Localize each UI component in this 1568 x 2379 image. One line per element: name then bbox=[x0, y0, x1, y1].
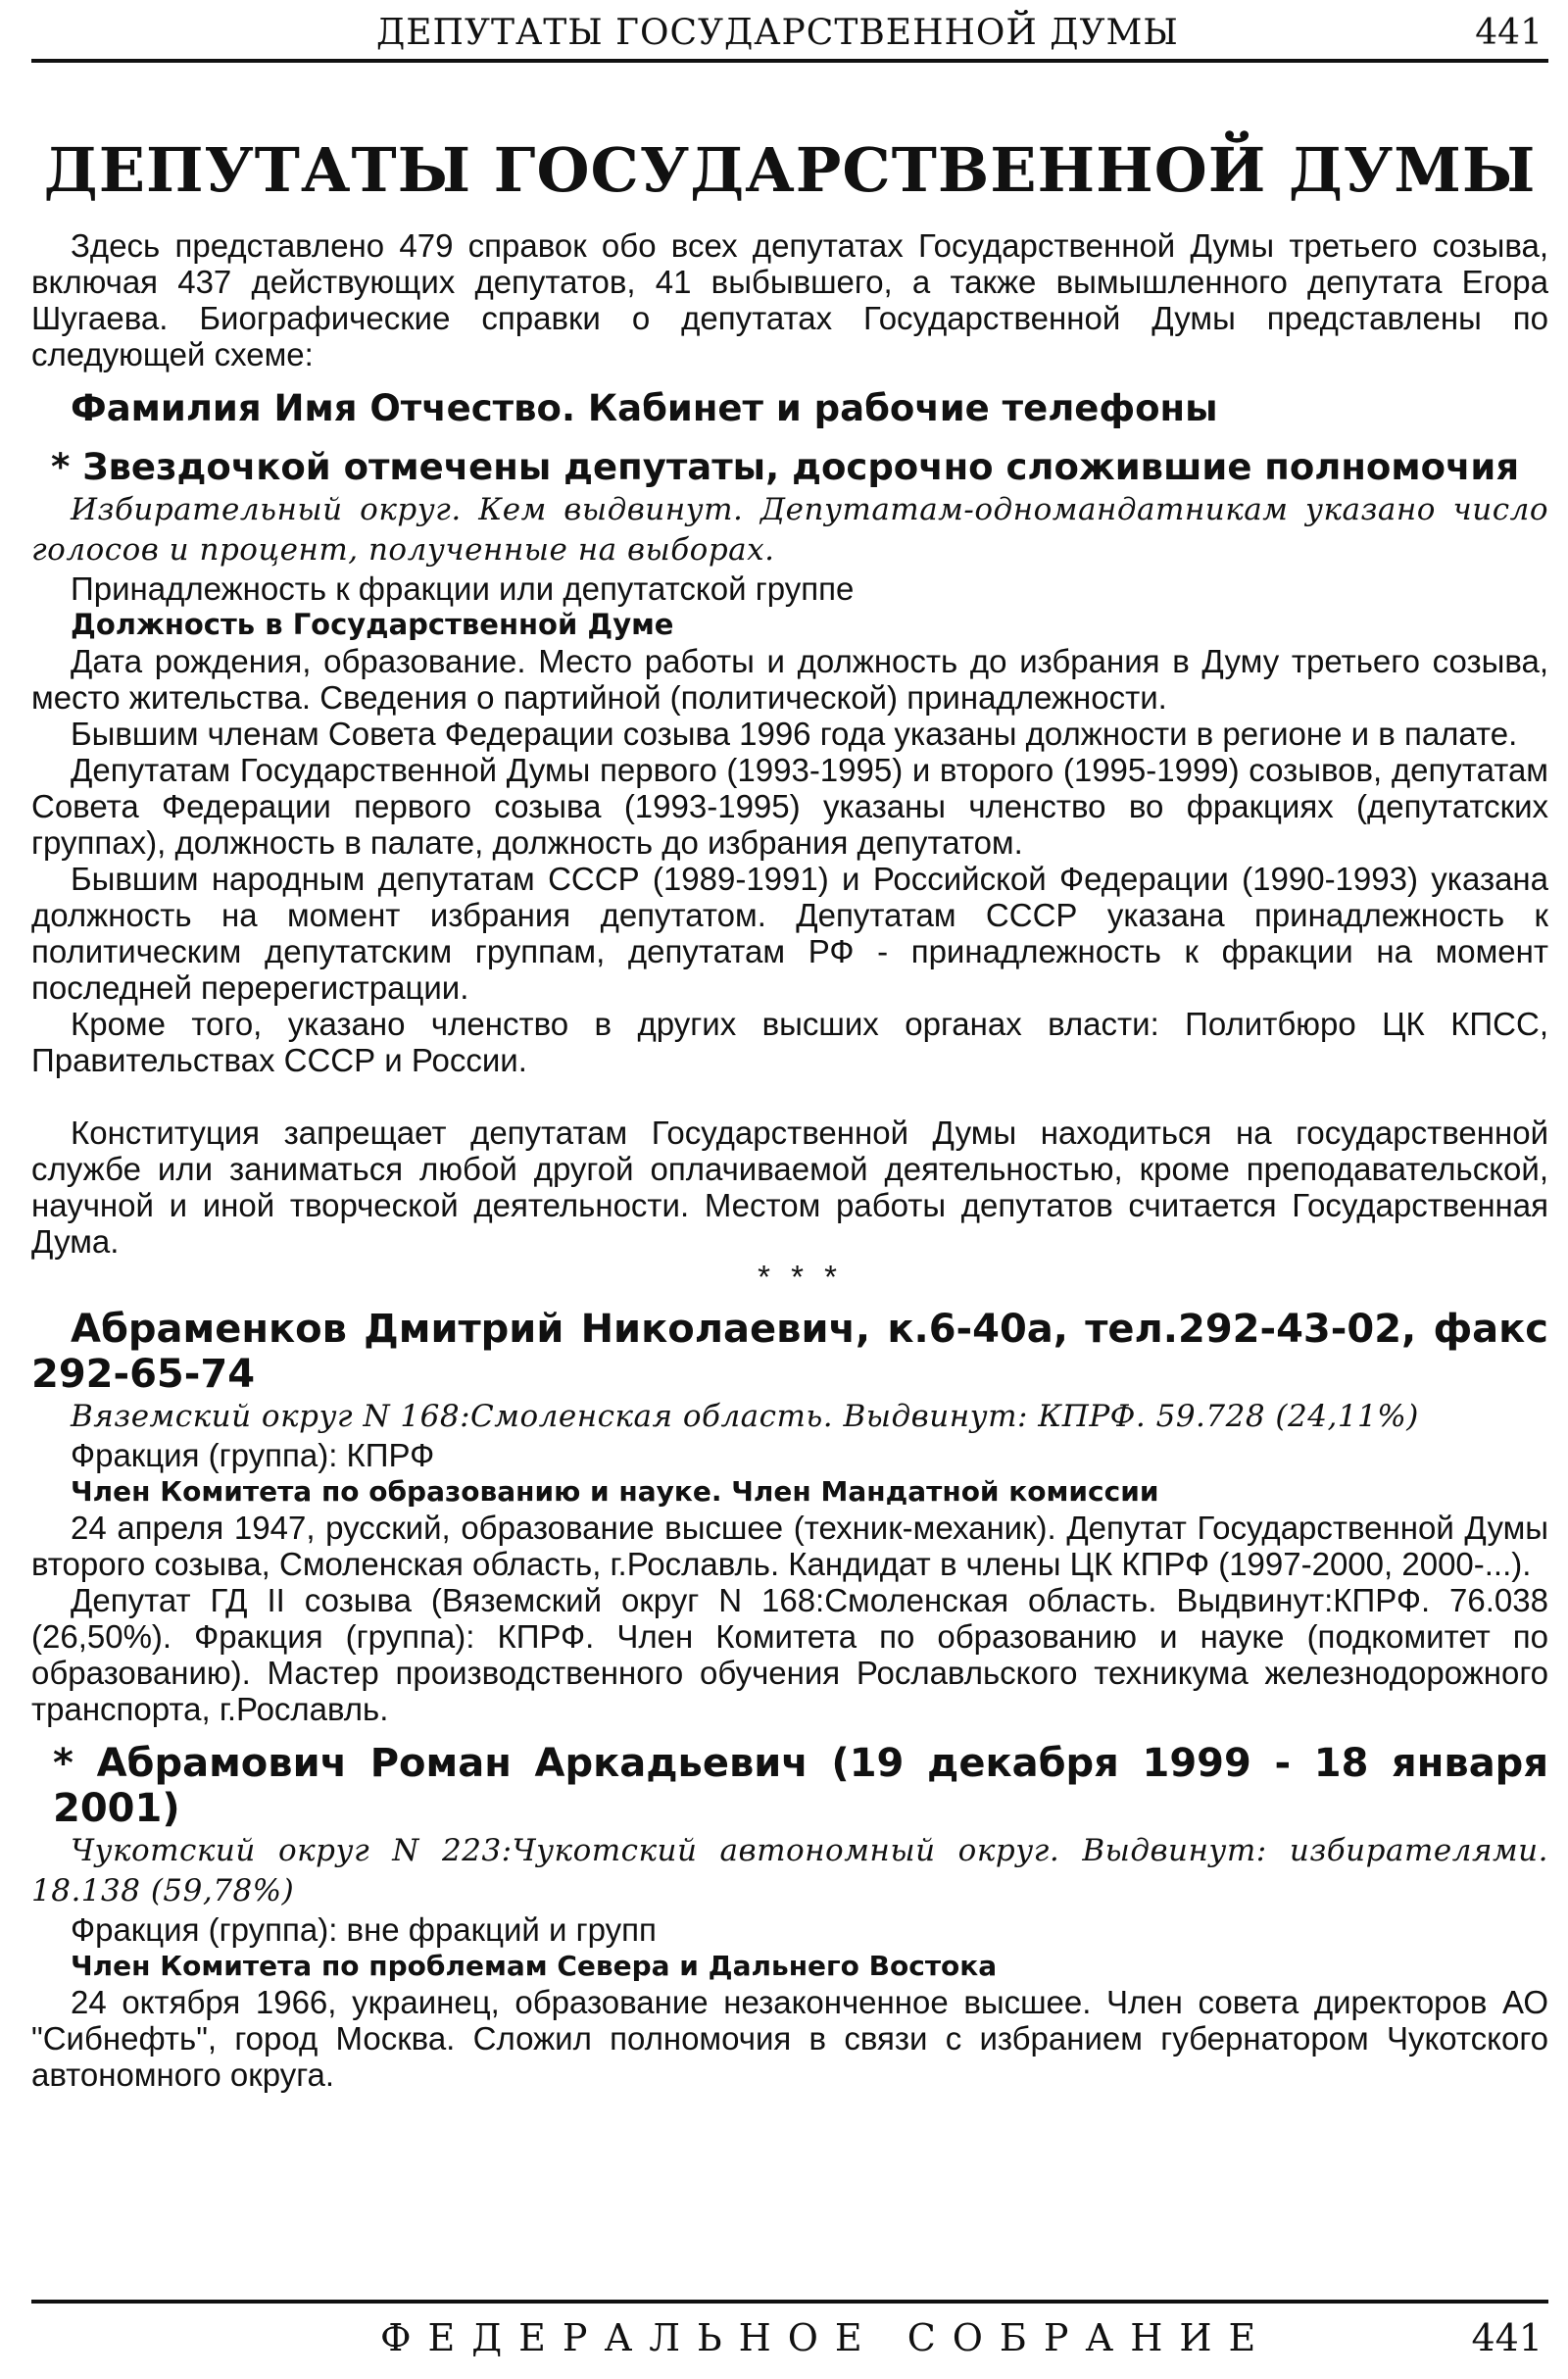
footer-rule bbox=[31, 2300, 1548, 2304]
scheme-district-line: Избирательный округ. Кем выдвинут. Депутатам-одномандатникам указано число голосов и процент, полученные на выборах. bbox=[31, 492, 1548, 568]
scheme-bio-line: Дата рождения, образование. Место работы и должность до избрания в Думу третьего созыва, место жительства. Сведения о партийной (политической) принадлежности. bbox=[31, 643, 1548, 716]
header-rule bbox=[31, 59, 1548, 63]
entry-district: Чукотский округ N 223:Чукотский автономный округ. Выдвинут: избирателями. 18.138 (59,78%) bbox=[31, 1833, 1548, 1908]
running-head-page-number: 441 bbox=[1475, 13, 1543, 53]
scheme-paragraph: Бывшим народным депутатам СССР (1989-1991) и Российской Федерации (1990-1993) указана должность на момент избрания депутатом. Депутатам СССР указана принадлежность к политическим депутатским группам, депутатам РФ - принадлежность к фракции на момент последней перерегистрации. bbox=[31, 861, 1548, 1006]
body-text bbox=[31, 227, 1548, 2093]
scheme-paragraph: Кроме того, указано членство в других высших органах власти: Политбюро ЦК КПСС, Правительствах СССР и России. bbox=[31, 1006, 1548, 1078]
footer bbox=[31, 2309, 1548, 2368]
running-head bbox=[31, 8, 1548, 63]
entry-bio: 24 апреля 1947, русский, образование высшее (техник-механик). Депутат Государственной Думы второго созыва, Смоленская область, г.Рославль. Кандидат в члены ЦК КПРФ (1997-2000, 2000-...). bbox=[31, 1510, 1548, 1582]
entry-faction: Фракция (группа): КПРФ bbox=[71, 1437, 435, 1473]
constitution-note: Конституция запрещает депутатам Государственной Думы находиться на государственной службе или заниматься любой другой оплачиваемой деятельностью, кроме преподавательской, научной и иной творческой деятельности. Местом работы депутатов считается Государственная Дума. bbox=[31, 1115, 1548, 1260]
intro-paragraph: Здесь представлено 479 справок обо всех депутатах Государственной Думы третьего созыва, включая 437 действующих депутатов, 41 выбывшего, а также вымышленного депутата Егора Шугаева. Биографические справки о депутатах Государственной Думы представлены по следующей схеме: bbox=[31, 227, 1548, 372]
scheme-position-line: Должность в Государственной Думе bbox=[71, 608, 674, 641]
footer-title: ФЕДЕРАЛЬНОЕ СОБРАНИЕ bbox=[380, 2316, 1273, 2359]
page-title: ДЕПУТАТЫ ГОСУДАРСТВЕННОЙ ДУМЫ bbox=[43, 134, 1537, 206]
scheme-star-line: * Звездочкой отмечены депутаты, досрочно сложившие полномочия bbox=[51, 446, 1520, 488]
entry-name: * Абрамович Роман Аркадьевич (19 декабря 1999 - 18 января 2001) bbox=[53, 1741, 1548, 1831]
spacer bbox=[31, 1078, 1548, 1115]
entry-history: Депутат ГД II созыва (Вяземский округ N 168:Смоленская область. Выдвинут:КПРФ. 76.038 (26,50%). Фракция (группа): КПРФ. Член Комитета по образованию и науке (подкомитет по образованию). Мастер производственного обучения Рославльского техникума железнодорожного транспорта, г.Рославль. bbox=[31, 1582, 1548, 1727]
scheme-paragraph: Бывшим членам Совета Федерации созыва 1996 года указаны должности в регионе и в палате. bbox=[71, 716, 1518, 752]
scheme-faction-line: Принадлежность к фракции или депутатской группе bbox=[71, 570, 855, 607]
entry-district: Вяземский округ N 168:Смоленская область. Выдвинут: КПРФ. 59.728 (24,11%) bbox=[71, 1399, 1419, 1434]
scheme-name-line: Фамилия Имя Отчество. Кабинет и рабочие телефоны bbox=[71, 387, 1218, 429]
document-page bbox=[31, 0, 1548, 2379]
running-head-title: ДЕПУТАТЫ ГОСУДАРСТВЕННОЙ ДУМЫ bbox=[376, 13, 1179, 53]
entry-name: Абраменков Дмитрий Николаевич, к.6-40а, тел.292-43-02, факс 292-65-74 bbox=[31, 1307, 1548, 1397]
scheme-paragraph: Депутатам Государственной Думы первого (1993-1995) и второго (1995-1999) созывов, депутатам Совета Федерации первого созыва (1993-1995) указаны членство во фракциях (депутатских группах), должность в палате, должность до избрания депутатом. bbox=[31, 752, 1548, 861]
entry-faction: Фракция (группа): вне фракций и групп bbox=[71, 1911, 657, 1948]
section-separator: * * * bbox=[758, 1259, 843, 1295]
footer-page-number: 441 bbox=[1471, 2316, 1543, 2359]
entry-position: Член Комитета по образованию и науке. Член Мандатной комиссии bbox=[71, 1475, 1159, 1508]
entry-bio: 24 октября 1966, украинец, образование незаконченное высшее. Член совета директоров АО "Сибнефть", город Москва. Сложил полномочия в связи с избранием губернатором Чукотского автономного округа. bbox=[31, 1984, 1548, 2093]
entry-position: Член Комитета по проблемам Севера и Дальнего Востока bbox=[71, 1950, 998, 1982]
